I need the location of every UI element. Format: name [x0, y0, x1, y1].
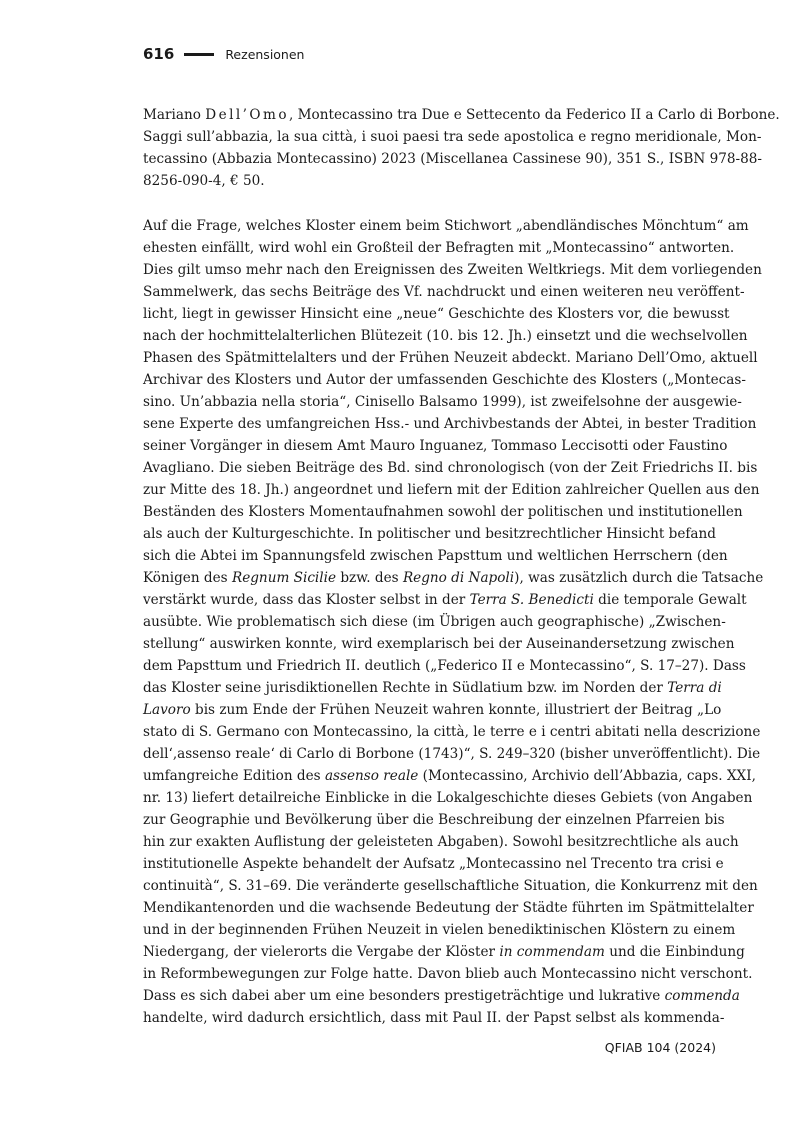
italic-term: Lavoro: [143, 702, 191, 718]
text-segment: Dass es sich dabei aber um eine besonders prestigeträchtige und lukrative: [143, 988, 665, 1004]
text-segment: bis zum Ende der Frühen Neuzeit wahren konnte, illustriert der Beitrag „Lo: [190, 702, 722, 718]
body-line: Archivar des Klosters und Autor der umfassenden Geschichte des Klosters („Montecas-: [143, 372, 746, 388]
text-segment: verstärkt wurde, dass das Kloster selbst in der: [143, 592, 470, 608]
italic-term: Regno di Napoli: [402, 570, 515, 586]
body-line: dell‘‚assenso reale‘ di Carlo di Borbone (1743)“, S. 249–320 (bisher unveröffentlicht). Die: [143, 746, 761, 762]
body-line: hin zur exakten Auflistung der geleisteten Abgaben). Sowohl besitzrechtliche als auch: [143, 834, 739, 850]
journal-reference: QFIAB 104 (2024): [604, 1040, 716, 1055]
body-line: sich die Abtei im Spannungsfeld zwischen Papsttum und weltlichen Herrschern (den: [143, 548, 728, 564]
body-line: Beständen des Klosters Momentaufnahmen sowohl der politischen und institutionellen: [143, 504, 743, 520]
page-header: [143, 42, 304, 66]
author-surname: Dell’Omo: [205, 107, 289, 123]
body-line: nach der hochmittelalterlichen Blütezeit (10. bis 12. Jh.) einsetzt und die wechselvollen: [143, 328, 748, 344]
body-line: [143, 677, 722, 699]
header-rule: [184, 53, 214, 56]
text-segment: und die Einbindung: [604, 944, 745, 960]
review-body: [143, 215, 764, 1029]
body-line: stellung“ auswirken konnte, wird exemplarisch bei der Auseinandersetzung zwischen: [143, 636, 735, 652]
body-line: zur Geographie und Bevölkerung über die Beschreibung der einzelnen Pfarreien bis: [143, 812, 725, 828]
citation-line: tecassino (Abbazia Montecassino) 2023 (Miscellanea Cassinese 90), 351 S., ISBN 978-88-: [143, 151, 763, 167]
body-line: Phasen des Spätmittelalters und der Frühen Neuzeit abdeckt. Mariano Dell’Omo, aktuell: [143, 350, 758, 366]
body-line: ausübte. Wie problematisch sich diese (im Übrigen auch geographische) „Zwischen-: [143, 614, 726, 630]
body-line: [143, 985, 740, 1007]
italic-term: commenda: [664, 988, 740, 1004]
body-line: zur Mitte des 18. Jh.) angeordnet und liefern mit der Edition zahlreicher Quellen aus den: [143, 482, 760, 498]
body-line: Auf die Frage, welches Kloster einem beim Stichwort „abendländisches Mönchtum“ am: [143, 218, 749, 234]
body-line: ehesten einfällt, wird wohl ein Großteil der Befragten mit „Montecassino“ antworten.: [143, 240, 735, 256]
body-line: Avagliano. Die sieben Beiträge des Bd. sind chronologisch (von der Zeit Friedrichs II. bis: [143, 460, 758, 476]
body-line: [143, 567, 764, 589]
running-head: Rezensionen: [225, 46, 305, 62]
body-line: [143, 699, 722, 721]
italic-term: Regnum Sicilie: [231, 570, 337, 586]
body-line: sene Experte des umfangreichen Hss.- und Archivbestands der Abtei, in bester Tradition: [143, 416, 757, 432]
citation-line: 8256-090-4, € 50.: [143, 173, 265, 189]
body-line: nr. 13) liefert detailreiche Einblicke in die Lokalgeschichte dieses Gebiets (von Angaben: [143, 790, 753, 806]
text-segment: ), was zusätzlich durch die Tatsache: [514, 570, 764, 586]
body-line: licht, liegt in gewisser Hinsicht eine „neue“ Geschichte des Klosters vor, die bewusst: [143, 306, 730, 322]
body-line: handelte, wird dadurch ersichtlich, dass mit Paul II. der Papst selbst als kommenda-: [143, 1010, 725, 1026]
italic-term: Terra di: [667, 680, 722, 696]
bibliographic-citation: [143, 104, 780, 192]
text-segment: das Kloster seine jurisdiktionellen Rechte in Südlatium bzw. im Norden der: [143, 680, 668, 696]
body-line: [143, 589, 747, 611]
body-line: Mendikantenorden und die wachsende Bedeutung der Städte führten im Spätmittelalter: [143, 900, 754, 916]
citation-line: Saggi sull’abbazia, la sua città, i suoi paesi tra sede apostolica e regno meridionale, Mon-: [143, 129, 762, 145]
text-segment: die temporale Gewalt: [593, 592, 747, 608]
italic-term: in commendam: [499, 944, 605, 960]
body-line: in Reformbewegungen zur Folge hatte. Davon blieb auch Montecassino nicht verschont.: [143, 966, 753, 982]
body-line: und in der beginnenden Frühen Neuzeit in vielen benediktinischen Klöstern zu einem: [143, 922, 736, 938]
body-line: Dies gilt umso mehr nach den Ereignissen des Zweiten Weltkriegs. Mit dem vorliegenden: [143, 262, 762, 278]
text-segment: bzw. des: [336, 570, 403, 586]
italic-term: Terra S. Benedicti: [469, 592, 594, 608]
body-line: [143, 765, 756, 787]
body-line: sino. Un’abbazia nella storia“, Cinisello Balsamo 1999), ist zweifelsohne der ausgewie-: [143, 394, 742, 410]
body-line: stato di S. Germano con Montecassino, la città, le terre e i centri abitati nella descrizione: [143, 724, 761, 740]
body-line: seiner Vorgänger in diesem Amt Mauro Inguanez, Tommaso Leccisotti oder Faustino: [143, 438, 728, 454]
book-title: , Montecassino tra Due e Settecento da Federico II a Carlo di Borbone.: [289, 107, 780, 123]
citation-line: [143, 104, 780, 126]
body-line: als auch der Kulturgeschichte. In politischer und besitzrechtlicher Hinsicht befand: [143, 526, 716, 542]
body-line: [143, 941, 745, 963]
text-segment: (Montecassino, Archivio dell’Abbazia, caps. XXI,: [418, 768, 756, 784]
body-line: continuità“, S. 31–69. Die veränderte gesellschaftliche Situation, die Konkurrenz mit den: [143, 878, 758, 894]
text-segment: umfangreiche Edition des: [143, 768, 325, 784]
text-segment: Niedergang, der vielerorts die Vergabe der Klöster: [143, 944, 500, 960]
body-line: dem Papsttum und Friedrich II. deutlich („Federico II e Montecassino“, S. 17–27). Dass: [143, 658, 746, 674]
italic-term: assenso reale: [324, 768, 419, 784]
page-number: 616: [143, 45, 175, 63]
body-line: institutionelle Aspekte behandelt der Aufsatz „Montecassino nel Trecento tra crisi e: [143, 856, 724, 872]
text-segment: Königen des: [143, 570, 232, 586]
author-first-name: Mariano: [143, 107, 206, 123]
body-line: Sammelwerk, das sechs Beiträge des Vf. nachdruckt und einen weiteren neu veröffent-: [143, 284, 745, 300]
